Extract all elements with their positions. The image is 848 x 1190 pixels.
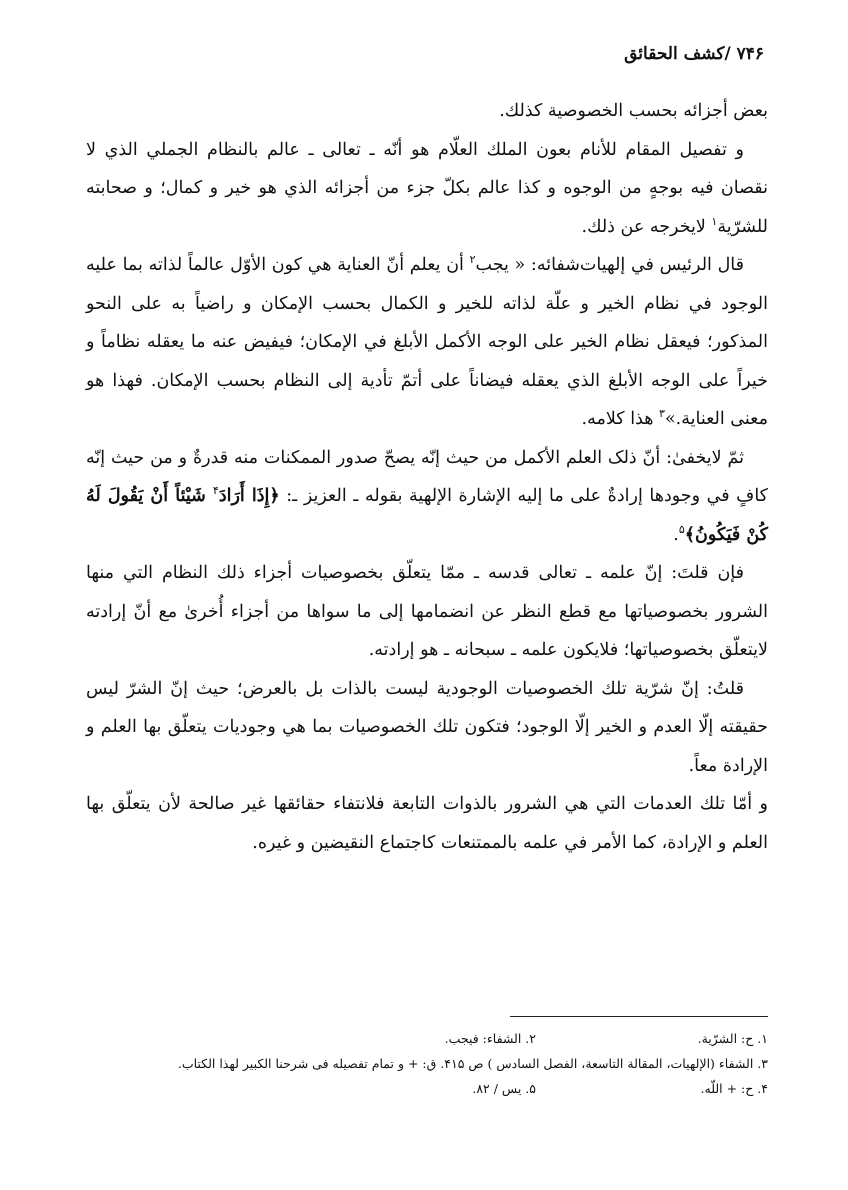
quran-verse-a: ﴿إِذَا أَرَادَ [218, 486, 280, 506]
running-header: ٧۴۶ /كشف الحقائق [624, 44, 764, 64]
paragraph-3 [86, 246, 768, 439]
footnote-separator [510, 1016, 768, 1017]
paragraph-3-text-a: قال الرئيس في إلهيات‌شفائه: « يجب [475, 255, 744, 275]
paragraph-6: قلتُ: إنّ شرّية تلك الخصوصيات الوجودية ليست بالذات بل بالعرض؛ حيث إنّ الشرّ ليس حقيقته إلّا العدم و الخير إلّا الوجود؛ فتكون تلك الخصوصيات بما هي وجوديات يتعلّق بها العلم و الإرادة معاً. [86, 678, 768, 776]
paragraph-4 [86, 439, 768, 555]
paragraph-1: بعض أجزائه بحسب الخصوصية كذلك. [499, 101, 768, 121]
footnote-ref-3[interactable]: ٣ [659, 407, 665, 421]
footnote-ref-4[interactable]: ۴ [212, 484, 219, 498]
main-text [86, 92, 768, 862]
footnote-3: ٣. الشفاء (الإلهيات، المقالة التاسعة، الفصل السادس ) ص ۴١۵. ق: + و تمام تفصيله فى شرحنا الكبير لهذا الكتاب. [177, 1056, 768, 1071]
paragraph-2 [86, 131, 768, 247]
footnotes [86, 1026, 768, 1101]
paragraph-7: و أمّا تلك العدمات التي هي الشرور بالذوات التابعة فلانتفاء حقائقها غير صالحة لأن يتعلّق بها العلم و الإرادة، كما الأمر في علمه بالممتنعات كاجتماع النقيضين و غيره. [86, 794, 768, 853]
footnote-row [86, 1076, 768, 1101]
paragraph-4-text: ثمّ لايخفىٰ: أنّ ذلک العلم الأكمل من حيث إنّه يصحّ صدور الممكنات منه قدرةٌ و من حيث إنّه كافٍ في وجودها إرادةٌ على ما إليه الإشارة الإلهية بقوله ـ العزيز ـ: [86, 447, 768, 506]
paragraph-4-end: . [673, 524, 679, 545]
footnote-ref-1[interactable]: ١ [711, 214, 718, 228]
footnote-ref-5[interactable]: ۵ [678, 522, 685, 536]
quran-verse-b: شَيْئاً أَنْ يَقُولَ لَهُ كُنْ فَيَكُونُ﴾ [86, 486, 768, 545]
paragraph-3-text-b: أن يعلم أنّ العناية هي كون الأوّل عالماً لذاته بما عليه الوجود في نظام الخير و علّة لذاته للخير و الكمال بحسب الإمكان و راضياً به على النحو المذكور؛ فيعقل نظام الخير على الوجه الأكمل الأبلغ في الإمكان؛ فيفيض عنه ما يعقله نظاماً و خيراً على الوجه الأبلغ الذي يعقله فيضاناً على أتمّ تأدية إلى النظام بحسب الإمكان. فهذا هو معنى العناية.» [86, 255, 768, 429]
footnote-2: ٢. الشفاء: فيجب. [444, 1031, 536, 1046]
paragraph-5: فإن قلتَ: إنّ علمه ـ تعالى قدسه ـ ممّا يتعلّق بخصوصيات أجزاء ذلك النظام التي منها الشرور بخصوصياتها مع قطع النظر عن انضمامها إلى ما سواها من أجزاء أُخرىٰ مع أنّ إرادته لايتعلّق بخصوصياتها؛ فلايكون علمه ـ سبحانه ـ هو إرادته. [86, 563, 768, 660]
paragraph-3-text-c: هذا كلامه. [581, 409, 660, 429]
footnote-row [86, 1026, 768, 1051]
footnote-1: ١. ح: الشرّية. [697, 1031, 768, 1046]
paragraph-2-end: لايخرجه عن ذلك. [581, 216, 712, 237]
footnote-ref-2[interactable]: ٢ [469, 253, 476, 267]
footnote-5: ۵. يس / ٨٢. [472, 1081, 536, 1096]
footnote-4: ۴. ح: + اللّه. [700, 1081, 768, 1096]
paragraph-2-text: و تفصيل المقام للأنام بعون الملك العلّام هو أنّه ـ تعالى ـ عالم بالنظام الجملي الذي لا نقصان فيه بوجهٍ من الوجوه و كذا عالم بكلّ جزء من أجزائه الذي هو خير و كمال؛ و صحابته للشرّية [86, 139, 768, 237]
